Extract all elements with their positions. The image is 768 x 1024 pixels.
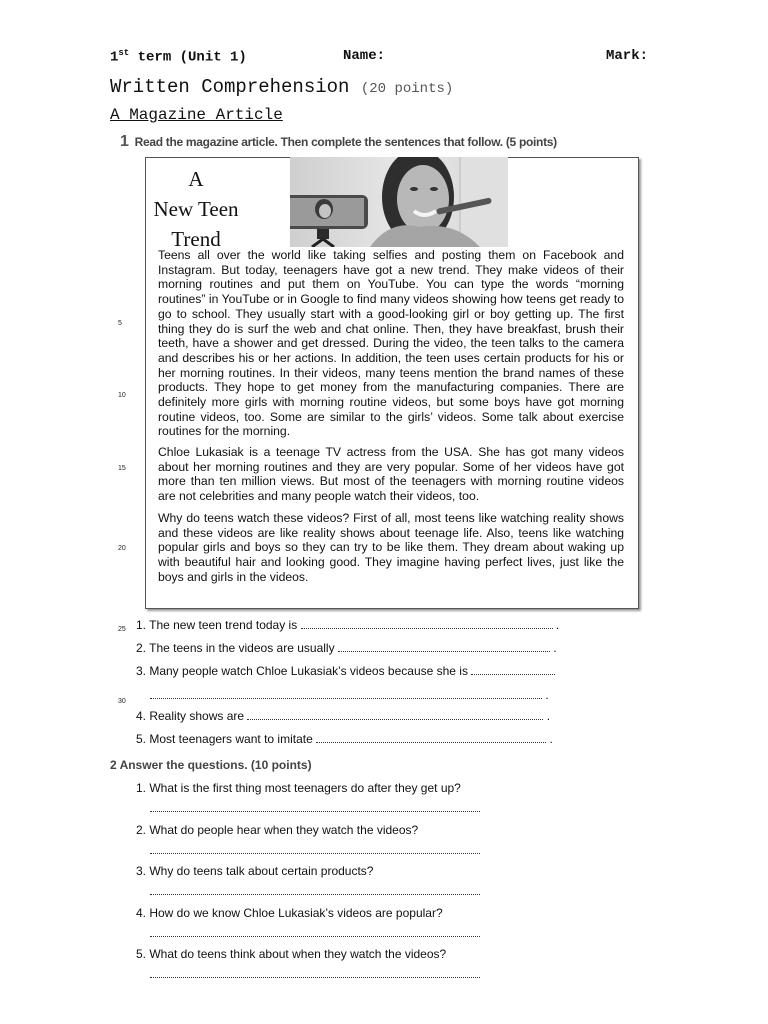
page-subtitle: A Magazine Article bbox=[110, 106, 283, 124]
answer-line[interactable] bbox=[150, 893, 480, 895]
answer-line[interactable] bbox=[150, 976, 480, 978]
answer-blank[interactable] bbox=[338, 641, 550, 652]
question: 1. What is the first thing most teenagers do after they get up? bbox=[136, 781, 461, 795]
line-number: 25 bbox=[118, 626, 126, 633]
answer-blank[interactable] bbox=[471, 664, 555, 675]
completion-item-continuation: . bbox=[150, 688, 549, 702]
answer-blank[interactable] bbox=[247, 709, 543, 720]
question: 2. What do people hear when they watch the videos? bbox=[136, 823, 419, 837]
question: 3. Why do teens talk about certain products? bbox=[136, 864, 374, 878]
completion-item: 1. The new teen trend today is . bbox=[136, 618, 560, 632]
answer-line[interactable] bbox=[150, 935, 480, 937]
title-text: Written Comprehension bbox=[110, 76, 350, 98]
article-headline bbox=[148, 164, 244, 254]
name-label: Name: bbox=[343, 48, 386, 64]
article-paragraph: Why do teens watch these videos? First of all, most teens like watching reality shows and these videos are like reality shows about teenage life. Also, teens like watching popular girls and boys so they can try to be like them. They dream about waking up with beautiful hair and looking good. They imagine having perfect lives, just like the boys and girls in the videos. bbox=[158, 511, 624, 584]
question: 4. How do we know Chloe Lukasiak’s videos are popular? bbox=[136, 906, 443, 920]
mark-label: Mark: bbox=[606, 48, 649, 64]
section1-text: Read the magazine article. Then complete the sentences that follow. (5 points) bbox=[134, 135, 557, 149]
completion-item: 5. Most teenagers want to imitate . bbox=[136, 732, 553, 746]
answer-blank[interactable] bbox=[316, 732, 546, 743]
term-label bbox=[110, 48, 247, 66]
completion-item: 4. Reality shows are . bbox=[136, 709, 551, 723]
answer-blank[interactable] bbox=[150, 688, 542, 699]
section1-instruction bbox=[120, 133, 557, 151]
answer-blank[interactable] bbox=[301, 618, 553, 629]
headline-line: Trend bbox=[171, 227, 221, 251]
section2-heading: 2 Answer the questions. (10 points) bbox=[110, 758, 312, 772]
section1-number: 1 bbox=[120, 133, 129, 150]
page-title bbox=[110, 76, 453, 98]
article-paragraph: Chloe Lukasiak is a teenage TV actress from the USA. She has got many videos about her morning routines and they are very popular. Some of her videos have got more than ten million views. But most of the teenagers with morning routine videos are not celebrities and many people watch their videos, too. bbox=[158, 445, 624, 504]
completion-prompt: 4. Reality shows are bbox=[136, 709, 245, 723]
selfie-photo bbox=[290, 157, 508, 247]
completion-prompt: 1. The new teen trend today is bbox=[136, 618, 298, 632]
line-number: 5 bbox=[118, 320, 122, 327]
article-paragraph: Teens all over the world like taking selfies and posting them on Facebook and Instagram. But today, teenagers have got a new trend. They make videos of their morning routines and put them on YouTube. You can type the words “morning routines” in YouTube or in Google to find many videos showing how teens get ready to go to school. They usually start with a good-looking girl or boy getting up. The first thing they do is surf the web and chat online. Then, they have breakfast, brush their teeth, have a shower and get dressed. During the video, the teen talks to the camera and describes his or her actions. In addition, the teen uses certain products for his or her morning routines. In their videos, many teens mention the brand names of these products. They hope to get money from the manufacturing companies. There are definitely more girls with morning routine videos, but some boys have got morning routine videos, too. Some are similar to the girls’ videos. Some talk about exercise routines for the morning. bbox=[158, 248, 624, 439]
line-number: 30 bbox=[118, 698, 126, 705]
completion-prompt: 5. Most teenagers want to imitate bbox=[136, 732, 313, 746]
line-number: 15 bbox=[118, 465, 126, 472]
title-points: (20 points) bbox=[360, 81, 454, 97]
term-ordinal: st bbox=[118, 48, 130, 58]
completion-prompt: 3. Many people watch Chloe Lukasiak’s videos because she is bbox=[136, 664, 468, 678]
answer-line[interactable] bbox=[150, 852, 480, 854]
term-number: 1 bbox=[110, 49, 119, 66]
line-number: 20 bbox=[118, 545, 126, 552]
answer-line[interactable] bbox=[150, 810, 480, 812]
headline-line: A bbox=[188, 167, 204, 191]
completion-item bbox=[136, 664, 555, 678]
completion-prompt: 2. The teens in the videos are usually bbox=[136, 641, 335, 655]
term-unit: term (Unit 1) bbox=[129, 49, 247, 66]
headline-line: New Teen bbox=[153, 197, 239, 221]
question: 5. What do teens think about when they watch the videos? bbox=[136, 947, 447, 961]
line-number: 10 bbox=[118, 392, 126, 399]
completion-item: 2. The teens in the videos are usually . bbox=[136, 641, 557, 655]
